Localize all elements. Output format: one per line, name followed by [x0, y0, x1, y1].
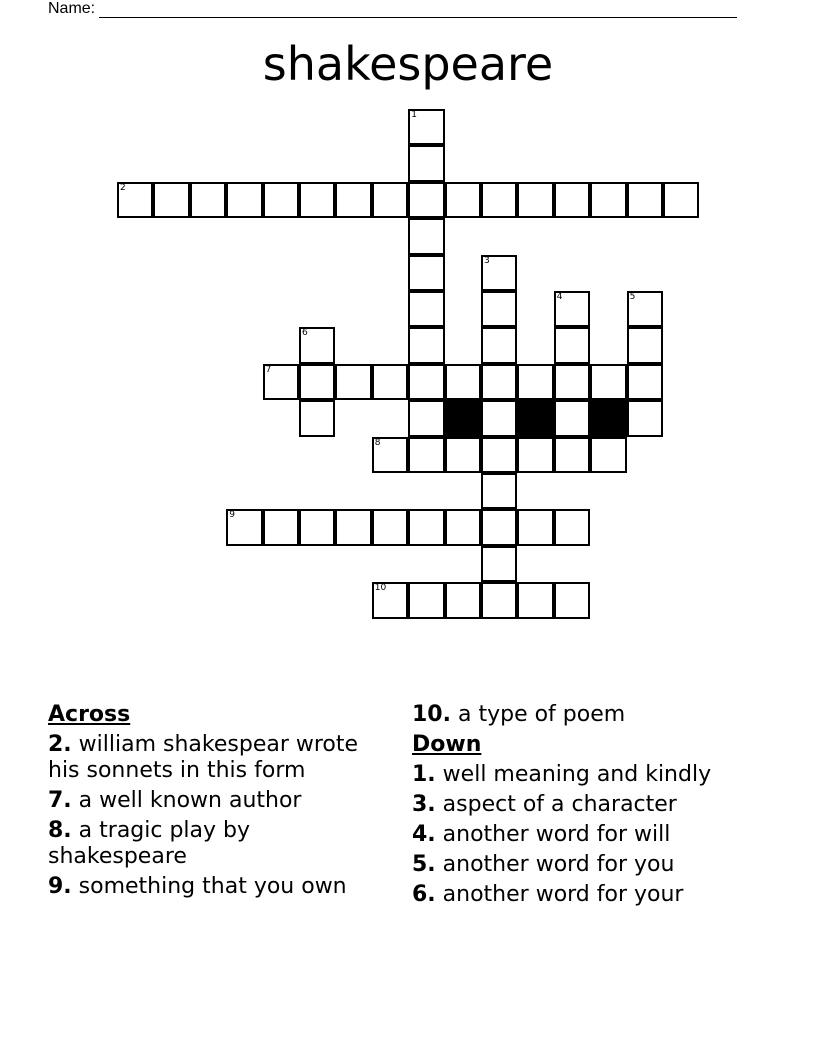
- cell-number: 9: [229, 510, 235, 521]
- grid-cell[interactable]: [408, 218, 444, 254]
- grid-cell[interactable]: [517, 182, 553, 218]
- grid-cell[interactable]: [481, 437, 517, 473]
- clue-down-3: [412, 792, 792, 818]
- grid-cell[interactable]: [481, 182, 517, 218]
- grid-cell[interactable]: [408, 145, 444, 181]
- grid-cell[interactable]: [590, 364, 626, 400]
- grid-cell[interactable]: [335, 364, 371, 400]
- grid-cell[interactable]: [481, 291, 517, 327]
- clue-text: another word for will: [442, 822, 671, 847]
- grid-cell[interactable]: [517, 582, 553, 618]
- grid-cell[interactable]: [408, 291, 444, 327]
- clue-number: 6.: [412, 882, 436, 907]
- clues-column-right: [412, 702, 792, 912]
- clue-number: 9.: [48, 874, 72, 899]
- cell-number: 10: [374, 583, 387, 594]
- clue-text: well meaning and kindly: [442, 762, 712, 787]
- grid-cell[interactable]: [554, 582, 590, 618]
- grid-cell[interactable]: [299, 327, 335, 363]
- grid-cell[interactable]: [590, 437, 626, 473]
- grid-cell[interactable]: [554, 327, 590, 363]
- grid-cell[interactable]: [481, 509, 517, 545]
- page-title: shakespeare: [262, 37, 554, 91]
- cell-number: 2: [120, 182, 126, 193]
- clue-text: another word for you: [442, 852, 675, 877]
- grid-cell-blocked: [445, 400, 481, 436]
- grid-cell[interactable]: [226, 509, 262, 545]
- grid-cell[interactable]: [408, 327, 444, 363]
- grid-cell[interactable]: [408, 582, 444, 618]
- name-underline[interactable]: [99, 2, 737, 18]
- clue-number: 4.: [412, 822, 436, 847]
- grid-cell[interactable]: [481, 582, 517, 618]
- clue-number: 7.: [48, 788, 72, 813]
- grid-cell[interactable]: [445, 182, 481, 218]
- cell-number: 7: [265, 364, 272, 375]
- grid-cell[interactable]: [627, 291, 663, 327]
- grid-cell[interactable]: [445, 582, 481, 618]
- clue-across-2: [48, 732, 388, 784]
- grid-cell[interactable]: [408, 255, 444, 291]
- grid-cell[interactable]: [627, 327, 663, 363]
- grid-cell[interactable]: [627, 182, 663, 218]
- grid-cell[interactable]: [153, 182, 189, 218]
- clue-text: a tragic play by shakespeare: [48, 818, 251, 869]
- clue-across-10: [412, 702, 792, 728]
- clue-down-4: [412, 822, 792, 848]
- clue-text: something that you own: [78, 874, 347, 899]
- grid-cell[interactable]: [481, 364, 517, 400]
- grid-cell[interactable]: [372, 364, 408, 400]
- grid-cell[interactable]: [190, 182, 226, 218]
- grid-cell[interactable]: [590, 182, 626, 218]
- grid-cell[interactable]: [299, 182, 335, 218]
- grid-cell-blocked: [590, 400, 626, 436]
- grid-cell[interactable]: [517, 509, 553, 545]
- clue-number: 8.: [48, 818, 72, 843]
- cell-number: 1: [411, 110, 417, 120]
- grid-cell[interactable]: [481, 327, 517, 363]
- grid-cell[interactable]: [299, 509, 335, 545]
- clue-down-5: [412, 852, 792, 878]
- cell-number: 4: [556, 292, 563, 302]
- grid-cell[interactable]: [445, 364, 481, 400]
- grid-cell[interactable]: [372, 582, 408, 618]
- clue-down-1: [412, 762, 792, 788]
- clue-number: 2.: [48, 732, 72, 757]
- down-heading: Down: [412, 732, 482, 757]
- grid-cell[interactable]: [299, 364, 335, 400]
- clue-across-7: [48, 788, 388, 814]
- grid-cell[interactable]: [481, 546, 517, 582]
- grid-cell[interactable]: [517, 437, 553, 473]
- grid-cell[interactable]: [481, 473, 517, 509]
- grid-cell[interactable]: [263, 364, 299, 400]
- cell-number: 3: [484, 255, 490, 266]
- clue-across-8: [48, 818, 388, 870]
- name-field[interactable]: [48, 0, 737, 18]
- name-label: Name:: [48, 0, 96, 17]
- grid-cell[interactable]: [117, 182, 153, 218]
- clue-across-9: [48, 874, 388, 900]
- grid-cell[interactable]: [408, 400, 444, 436]
- grid-cell[interactable]: [445, 509, 481, 545]
- grid-cell[interactable]: [299, 400, 335, 436]
- cell-number: 8: [374, 437, 381, 448]
- clue-text: a type of poem: [457, 702, 626, 727]
- grid-cell[interactable]: [627, 400, 663, 436]
- clue-text: a well known author: [78, 788, 302, 813]
- grid-cell[interactable]: [481, 400, 517, 436]
- grid-cell[interactable]: [554, 182, 590, 218]
- grid-cell-blocked: [517, 400, 553, 436]
- clue-number: 10.: [412, 702, 451, 727]
- grid-cell[interactable]: [263, 509, 299, 545]
- grid-cell[interactable]: [408, 437, 444, 473]
- grid-cell[interactable]: [263, 182, 299, 218]
- across-heading: Across: [48, 702, 131, 727]
- clue-text: another word for your: [442, 882, 684, 907]
- grid-cell[interactable]: [554, 437, 590, 473]
- clues-column-left: [48, 702, 388, 904]
- cell-number: 6: [302, 328, 308, 339]
- grid-cell[interactable]: [335, 182, 371, 218]
- cell-number: 5: [629, 292, 636, 302]
- grid-cell[interactable]: [408, 364, 444, 400]
- clue-text: william shakespear wrote his sonnets in this form: [48, 732, 359, 783]
- grid-cell[interactable]: [481, 255, 517, 291]
- grid-cell[interactable]: [408, 182, 444, 218]
- clue-number: 5.: [412, 852, 436, 877]
- clue-text: aspect of a character: [442, 792, 677, 817]
- grid-cell[interactable]: [554, 509, 590, 545]
- grid-cell[interactable]: [554, 291, 590, 327]
- grid-cell[interactable]: [372, 509, 408, 545]
- grid-cell[interactable]: [226, 182, 262, 218]
- grid-cell[interactable]: [408, 509, 444, 545]
- grid-cell[interactable]: [372, 437, 408, 473]
- grid-cell[interactable]: [554, 400, 590, 436]
- grid-cell[interactable]: [445, 437, 481, 473]
- grid-cell[interactable]: [517, 364, 553, 400]
- clue-down-6: [412, 882, 792, 908]
- grid-cell[interactable]: [554, 364, 590, 400]
- grid-cell[interactable]: [663, 182, 699, 218]
- grid-cell[interactable]: [372, 182, 408, 218]
- grid-cell[interactable]: [335, 509, 371, 545]
- grid-cell[interactable]: [408, 109, 444, 145]
- grid-cell[interactable]: [627, 364, 663, 400]
- clue-number: 3.: [412, 792, 436, 817]
- clue-number: 1.: [412, 762, 436, 787]
